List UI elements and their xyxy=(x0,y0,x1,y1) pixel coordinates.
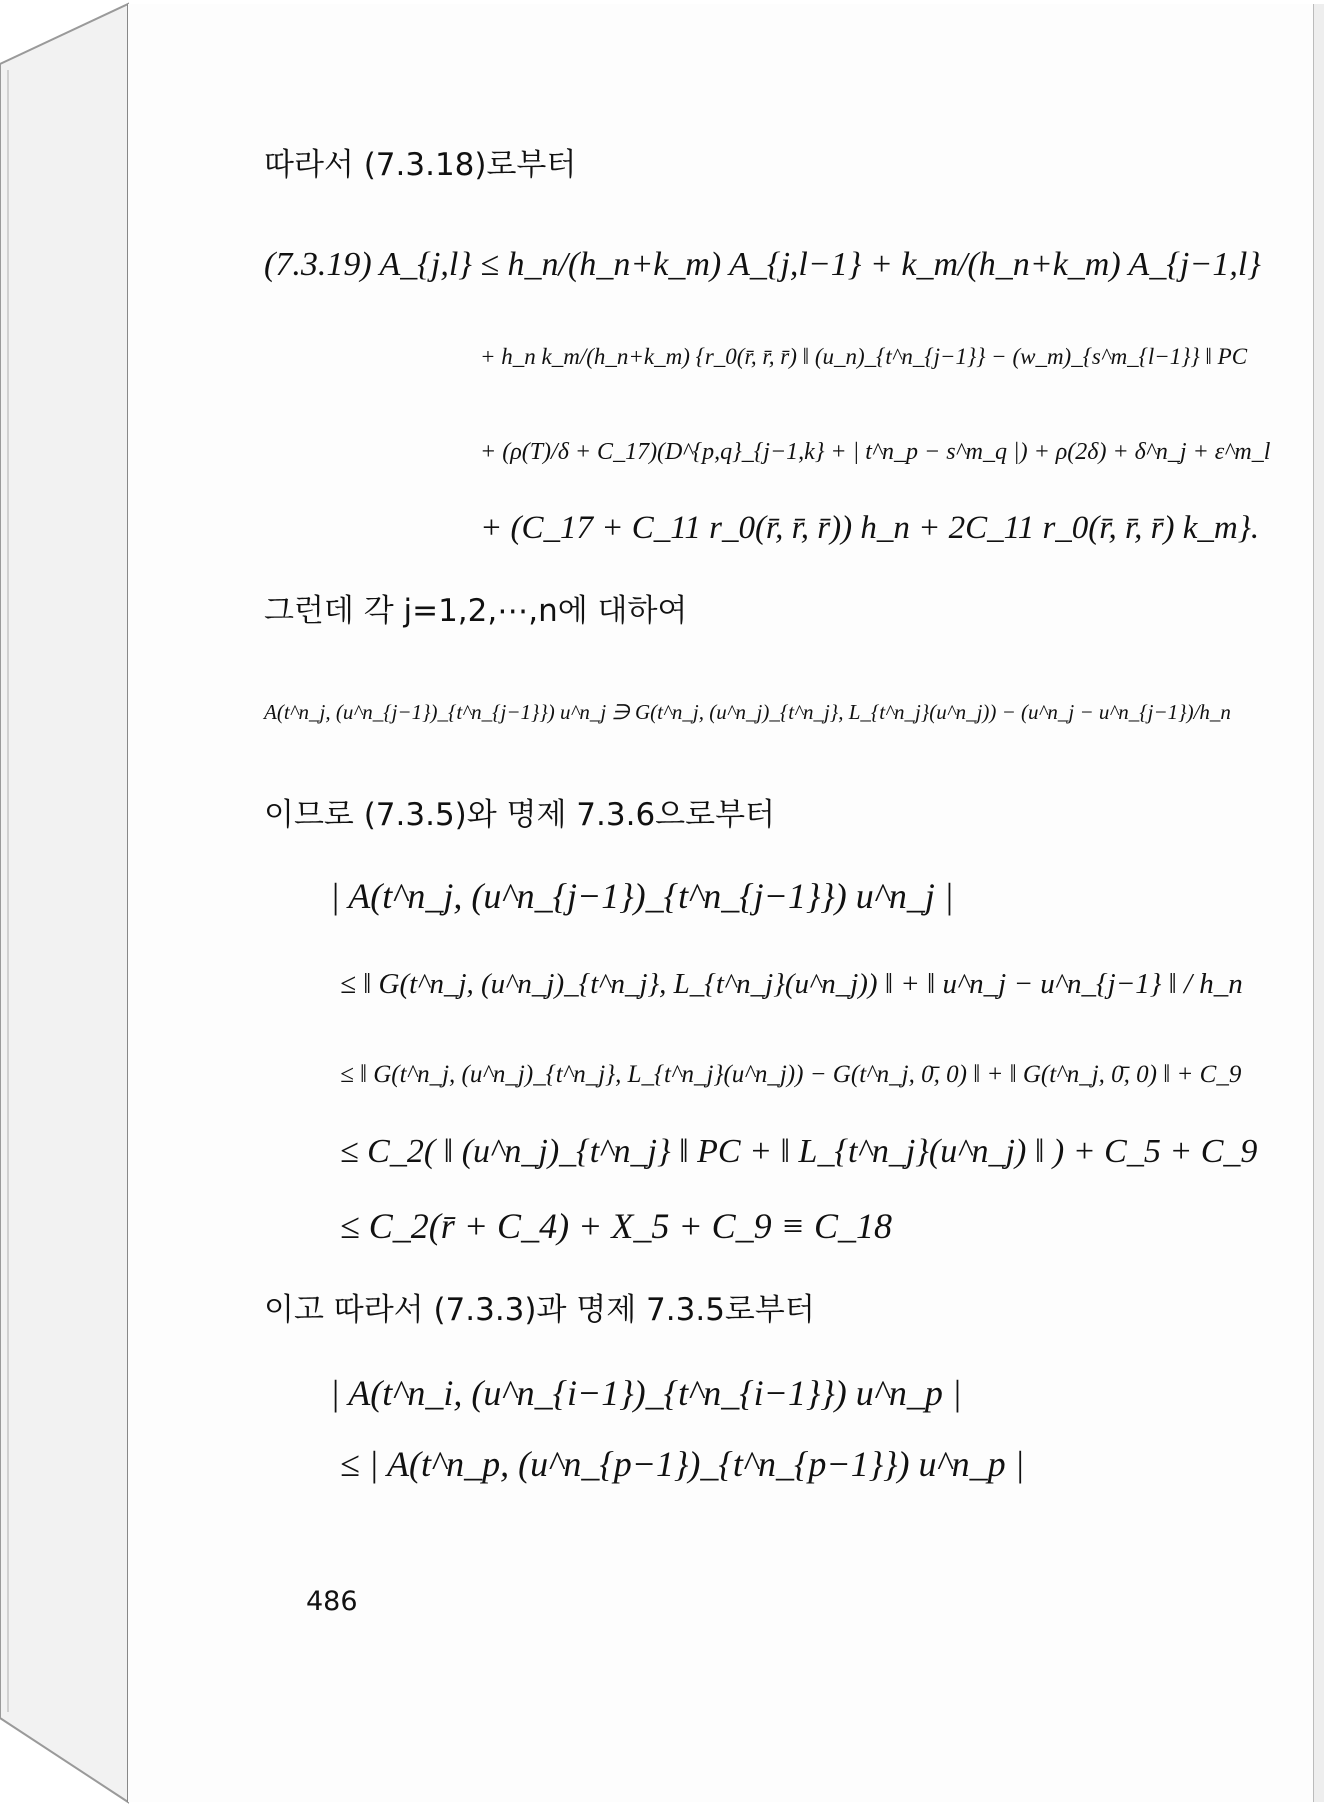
inequality-5: ≤ | A(t^n_p, (u^n_{p−1})_{t^n_{p−1}}) u^n_p | xyxy=(340,1444,1025,1484)
equation-line-3: + (ρ(T)/δ + C_17)(D^{p,q}_{j−1,k} + | t^n_p − s^m_q |) + ρ(2δ) + δ^n_j + ε^m_l xyxy=(480,439,1271,465)
page-number: 486 xyxy=(306,1586,358,1617)
inequality-3: ≤ C_2( ‖ (u^n_j)_{t^n_j} ‖ PC + ‖ L_{t^n_j}(u^n_j) ‖ ) + C_5 + C_9 xyxy=(340,1133,1258,1170)
text-line-1: 따라서 (7.3.18)로부터 xyxy=(264,147,577,183)
inequality-1: ≤ ‖ G(t^n_j, (u^n_j)_{t^n_j}, L_{t^n_j}(u^n_j)) ‖ + ‖ u^n_j − u^n_{j−1} ‖ / h_n xyxy=(340,968,1243,1000)
equation-abs-a: | A(t^n_j, (u^n_{j−1})_{t^n_{j−1}}) u^n_j | xyxy=(330,876,954,916)
equation-abs-a-i: | A(t^n_i, (u^n_{i−1})_{t^n_{i−1}}) u^n_p | xyxy=(330,1373,962,1413)
text-line-4: 이고 따라서 (7.3.3)과 명제 7.3.5로부터 xyxy=(264,1292,815,1328)
inequality-2: ≤ ‖ G(t^n_j, (u^n_j)_{t^n_j}, L_{t^n_j}(u^n_j)) − G(t^n_j, 0̄, 0) ‖ + ‖ G(t^n_j, 0̄, 0) ‖ + C_9 xyxy=(340,1061,1242,1088)
equation-line-4: + (C_17 + C_11 r_0(r̄, r̄, r̄)) h_n + 2C_11 r_0(r̄, r̄, r̄) k_m}. xyxy=(480,510,1260,546)
inequality-4: ≤ C_2(r̄ + C_4) + X_5 + C_9 ≡ C_18 xyxy=(340,1206,892,1246)
equation-line-2: + h_n k_m/(h_n+k_m) {r_0(r̄, r̄, r̄) ‖ (u_n)_{t^n_{j−1}} − (w_m)_{s^m_{l−1}} ‖ PC xyxy=(480,344,1248,369)
text-line-3: 이므로 (7.3.5)와 명제 7.3.6으로부터 xyxy=(264,797,775,833)
equation-7-3-19: (7.3.19) A_{j,l} ≤ h_n/(h_n+k_m) A_{j,l−1} + k_m/(h_n+k_m) A_{j−1,l} xyxy=(264,246,1261,283)
text-line-2: 그런데 각 j=1,2,⋯,n에 대하여 xyxy=(264,593,688,629)
equation-inclusion: A(t^n_j, (u^n_{j−1})_{t^n_{j−1}}) u^n_j ∋ G(t^n_j, (u^n_j)_{t^n_j}, L_{t^n_j}(u^n_j)) − (u^n_j − u^n_{j−1})/h_n xyxy=(264,700,1231,724)
